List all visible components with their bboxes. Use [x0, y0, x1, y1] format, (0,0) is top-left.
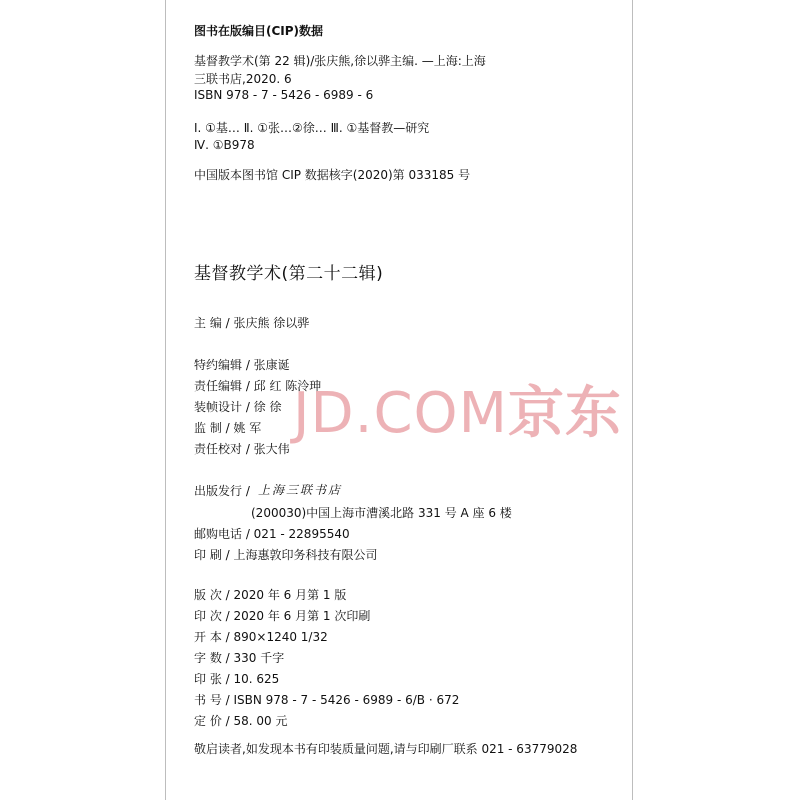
cip-classification-2: Ⅳ. ①B978: [194, 138, 255, 152]
spec-sheets: 印 张 / 10. 625: [194, 672, 280, 686]
cip-entry-line-2: 三联书店,2020. 6: [194, 72, 292, 86]
spec-isbn: 书 号 / ISBN 978 - 7 - 5426 - 6989 - 6/B · 672: [194, 693, 460, 707]
spec-printing: 印 次 / 2020 年 6 月第 1 次印刷: [194, 609, 371, 623]
publisher-address: (200030)中国上海市漕溪北路 331 号 A 座 6 楼: [251, 506, 512, 520]
mail-order-phone: 邮购电话 / 021 - 22895540: [194, 527, 350, 541]
printer: 印 刷 / 上海惠敦印务科技有限公司: [194, 548, 378, 562]
cip-entry-line-1: 基督教学术(第 22 辑)/张庆熊,徐以骅主编. —上海:上海: [194, 54, 486, 68]
spec-format: 开 本 / 890×1240 1/32: [194, 630, 328, 644]
staff-supervisor: 监 制 / 姚 军: [194, 421, 262, 435]
watermark-cjk: 京东: [507, 381, 622, 446]
staff-responsible-editor: 责任编辑 / 邱 红 陈泠珅: [194, 379, 322, 393]
spec-word-count: 字 数 / 330 千字: [194, 651, 285, 665]
cip-isbn: ISBN 978 - 7 - 5426 - 6989 - 6: [194, 88, 374, 102]
cip-classification-1: Ⅰ. ①基… Ⅱ. ①张…②徐… Ⅲ. ①基督教—研究: [194, 121, 430, 135]
jd-watermark: [293, 369, 622, 449]
publisher-signature: 上海三联书店: [258, 483, 343, 497]
cip-verification: 中国版本图书馆 CIP 数据核字(2020)第 033185 号: [194, 168, 471, 182]
staff-proofreader: 责任校对 / 张大伟: [194, 442, 290, 456]
book-title: 基督教学术(第二十二辑): [194, 264, 384, 284]
cip-header: 图书在版编目(CIP)数据: [194, 24, 324, 38]
publisher-label: 出版发行 /: [194, 484, 250, 498]
watermark-latin: JD.COM: [293, 381, 508, 446]
chief-editors: 主 编 / 张庆熊 徐以骅: [194, 316, 310, 330]
spec-price: 定 价 / 58. 00 元: [194, 714, 288, 728]
spec-edition: 版 次 / 2020 年 6 月第 1 版: [194, 588, 347, 602]
staff-designer: 装帧设计 / 徐 徐: [194, 400, 282, 414]
staff-special-editor: 特约编辑 / 张康诞: [194, 358, 290, 372]
reader-notice: 敬启读者,如发现本书有印装质量问题,请与印刷厂联系 021 - 63779028: [194, 742, 578, 756]
